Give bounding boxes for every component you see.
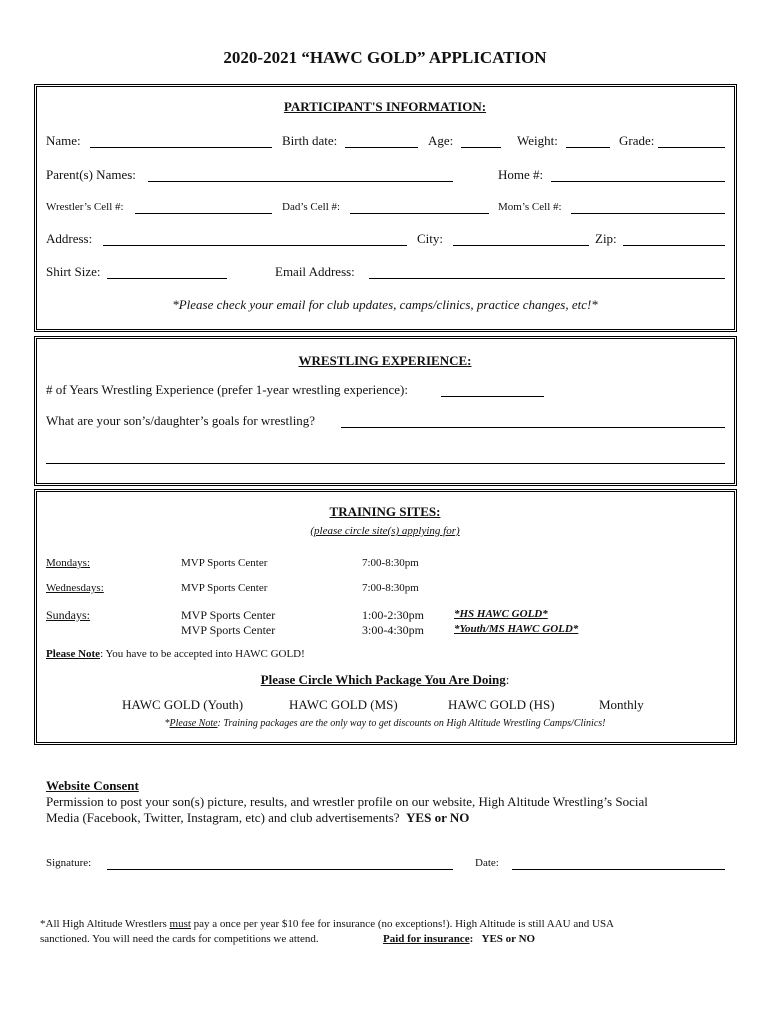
insurance-line-1 <box>40 918 614 930</box>
package-footnote <box>0 718 770 729</box>
weight-label: Weight: <box>517 133 558 148</box>
consent-line-1: Permission to post your son(s) picture, results, and wrestler profile on our website, High Altitude Wrestling’s Social <box>46 794 648 809</box>
dad-cell-label: Dad’s Cell #: <box>282 201 341 213</box>
city-label: City: <box>417 231 444 246</box>
mom-cell-field[interactable] <box>571 213 725 214</box>
birth-date-field[interactable] <box>345 147 418 148</box>
grade-label: Grade: <box>619 133 655 148</box>
wrestler-cell-label: Wrestler’s Cell #: <box>46 201 124 213</box>
footnote-star: * <box>164 718 170 729</box>
time-sundays-youth: 3:00-4:30pm <box>362 623 424 637</box>
participant-section <box>34 84 737 332</box>
goals-field-continued[interactable] <box>46 463 725 464</box>
weight-field[interactable] <box>566 147 610 148</box>
footnote-text: : Training packages are the only way to get discounts on High Altitude Wrestling Camps/Clinics! <box>217 718 606 729</box>
address-label: Address: <box>46 231 93 246</box>
goals-field[interactable] <box>341 427 725 428</box>
site-sundays-youth[interactable]: MVP Sports Center <box>181 623 276 637</box>
package-hs[interactable]: HAWC GOLD (HS) <box>448 697 555 712</box>
training-subheading: (please circle site(s) applying for) <box>310 525 460 537</box>
footnote-label: Please Note <box>169 718 218 729</box>
insurance-line-2 <box>40 933 319 945</box>
day-sundays: Sundays: <box>46 608 91 622</box>
insurance-text-1: *All High Altitude Wrestlers <box>40 918 170 930</box>
tag-youth-ms-hawc-gold: *Youth/MS HAWC GOLD* <box>454 623 579 635</box>
home-phone-label: Home #: <box>498 167 544 182</box>
site-sundays-hs[interactable]: MVP Sports Center <box>181 608 276 622</box>
email-label: Email Address: <box>275 264 355 279</box>
package-heading: Please Circle Which Package You Are Doing <box>260 672 506 687</box>
paid-insurance-colon: : <box>469 933 474 945</box>
please-note-text: : You have to be accepted into HAWC GOLD! <box>100 648 305 660</box>
paid-insurance-label: Paid for insurance <box>383 933 470 945</box>
email-field[interactable] <box>369 278 725 279</box>
participant-heading: PARTICIPANT'S INFORMATION: <box>283 99 487 114</box>
tag-hs-hawc-gold: *HS HAWC GOLD* <box>454 608 548 620</box>
name-field[interactable] <box>90 147 272 148</box>
day-wednesdays: Wednesdays: <box>46 582 104 594</box>
participant-note: *Please check your email for club updates, camps/clinics, practice changes, etc!* <box>172 297 598 312</box>
grade-field[interactable] <box>658 147 725 148</box>
paid-insurance-answer[interactable]: YES or NO <box>481 933 536 945</box>
consent-answer[interactable]: YES or NO <box>406 810 470 825</box>
time-wednesdays: 7:00-8:30pm <box>362 582 419 594</box>
accepted-note <box>46 648 305 660</box>
zip-field[interactable] <box>623 245 725 246</box>
years-experience-field[interactable] <box>441 396 544 397</box>
page-title: 2020-2021 “HAWC GOLD” APPLICATION <box>223 48 547 67</box>
consent-question: Media (Facebook, Twitter, Instagram, etc) and club advertisements? <box>46 810 400 825</box>
age-field[interactable] <box>461 147 501 148</box>
consent-line-2 <box>46 810 469 826</box>
years-experience-label: # of Years Wrestling Experience (prefer 1-year wrestling experience): <box>46 382 409 397</box>
package-ms[interactable]: HAWC GOLD (MS) <box>289 697 398 712</box>
address-field[interactable] <box>103 245 407 246</box>
insurance-text-2: pay a once per year $10 fee for insurance (no exceptions!). High Altitude is still AAU and USA <box>190 918 615 930</box>
package-monthly[interactable]: Monthly <box>599 697 644 712</box>
experience-heading: WRESTLING EXPERIENCE: <box>298 353 472 368</box>
insurance-must: must <box>169 918 191 930</box>
name-label: Name: <box>46 133 81 148</box>
home-phone-field[interactable] <box>551 181 725 182</box>
insurance-text-3: sanctioned. You will need the cards for competitions we attend. <box>40 933 319 945</box>
zip-label: Zip: <box>595 231 617 246</box>
please-note-label: Please Note <box>46 648 101 660</box>
wrestler-cell-field[interactable] <box>135 213 272 214</box>
package-youth[interactable]: HAWC GOLD (Youth) <box>122 697 244 712</box>
mom-cell-label: Mom’s Cell #: <box>498 201 562 213</box>
consent-heading: Website Consent <box>46 778 139 793</box>
date-field[interactable] <box>512 869 725 870</box>
package-heading-colon: : <box>505 672 510 687</box>
goals-label: What are your son’s/daughter’s goals for wrestling? <box>46 413 316 428</box>
shirt-size-field[interactable] <box>107 278 227 279</box>
parents-field[interactable] <box>148 181 453 182</box>
time-mondays: 7:00-8:30pm <box>362 557 419 569</box>
birth-date-label: Birth date: <box>282 133 338 148</box>
paid-insurance-line <box>383 933 535 945</box>
city-field[interactable] <box>453 245 589 246</box>
dad-cell-field[interactable] <box>350 213 489 214</box>
day-mondays: Mondays: <box>46 557 90 569</box>
date-label: Date: <box>475 857 499 869</box>
parents-label: Parent(s) Names: <box>46 167 136 182</box>
package-heading-line <box>0 672 770 688</box>
signature-field[interactable] <box>107 869 453 870</box>
signature-label: Signature: <box>46 857 92 869</box>
age-label: Age: <box>428 133 454 148</box>
shirt-size-label: Shirt Size: <box>46 264 101 279</box>
time-sundays-hs: 1:00-2:30pm <box>362 608 424 622</box>
site-wednesdays[interactable]: MVP Sports Center <box>181 582 268 594</box>
site-mondays[interactable]: MVP Sports Center <box>181 557 268 569</box>
training-heading: TRAINING SITES: <box>329 504 441 519</box>
